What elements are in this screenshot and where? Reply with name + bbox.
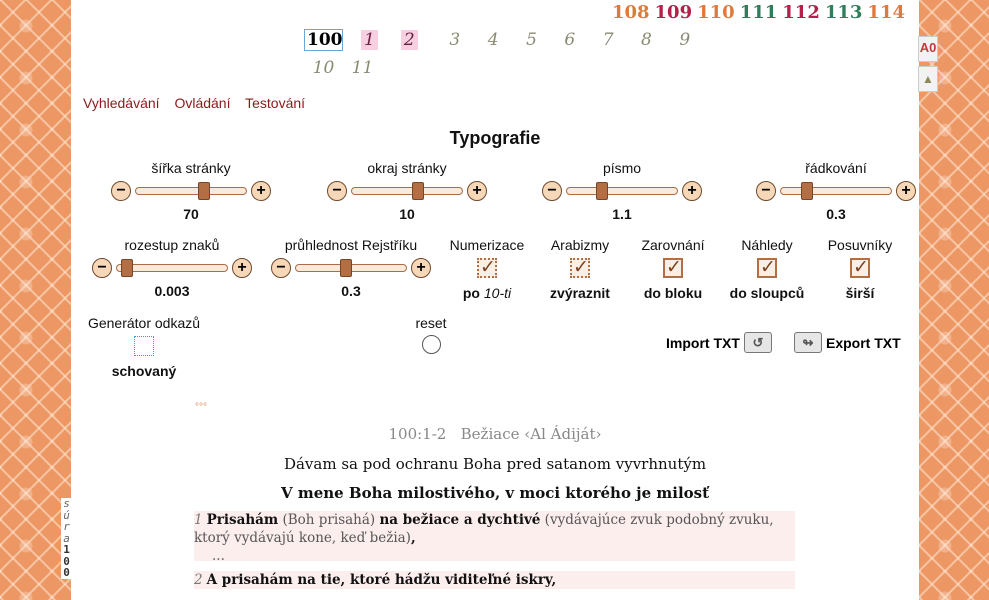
font-toggle-button[interactable]: A0 — [918, 36, 938, 62]
check-icon: ✓ — [573, 257, 589, 278]
checkbox[interactable] — [663, 258, 683, 278]
slider-label: řádkování — [805, 160, 867, 176]
toggle-previews — [717, 237, 817, 301]
sura-letter: r — [63, 520, 70, 533]
decrease-button[interactable]: − — [271, 258, 291, 278]
basmala: V mene Boha milostivého, v moci ktorého je milosť — [280, 484, 710, 502]
toggle-label: Náhledy — [741, 237, 793, 253]
verse-commentary: (Boh prisahá) — [278, 512, 380, 528]
checkbox[interactable] — [570, 258, 590, 278]
slider-line-spacing — [736, 160, 936, 222]
slider-track[interactable] — [351, 187, 463, 195]
top-navigation — [83, 95, 316, 111]
sura-link[interactable]: 113 — [824, 2, 863, 23]
toggle-arabisms — [530, 237, 630, 301]
sura-link[interactable]: 114 — [867, 2, 905, 23]
slider-track[interactable] — [116, 264, 228, 272]
verse-nav-current[interactable]: 100 — [304, 29, 343, 51]
slider-thumb[interactable] — [596, 182, 608, 200]
verse-link[interactable]: 4 — [487, 30, 499, 50]
import-button[interactable]: ↺ — [744, 332, 772, 353]
generator-value: schovaný — [111, 363, 177, 379]
sura-name: Bežiace ‹Al Ádiját› — [460, 425, 602, 443]
nav-link-testing[interactable]: Testování — [245, 95, 306, 111]
generator-checkbox[interactable] — [134, 336, 154, 356]
slider-value: 0.3 — [341, 283, 361, 299]
verse-link[interactable]: 6 — [564, 30, 576, 50]
verse-link[interactable]: 9 — [679, 30, 691, 50]
checkbox[interactable] — [757, 258, 777, 278]
taawudh: Dávam sa pod ochranu Boha pred satanom vyvrhnutým — [283, 455, 707, 473]
verse-link[interactable]: 1 — [361, 30, 378, 50]
toggle-value: do sloupců — [729, 285, 805, 301]
slider-thumb[interactable] — [340, 259, 352, 277]
import-txt — [666, 332, 772, 353]
check-icon: ✓ — [853, 257, 869, 278]
verse-punct: , — [410, 530, 416, 546]
check-icon: ✓ — [480, 257, 496, 278]
export-txt — [794, 332, 901, 353]
slider-page-width — [91, 160, 291, 222]
verse-link[interactable]: 3 — [449, 30, 461, 50]
decrease-button[interactable]: − — [542, 181, 562, 201]
toggle-label: Numerizace — [449, 237, 525, 253]
toggle-value: širší — [845, 285, 875, 301]
sura-digit: 0 — [63, 566, 70, 579]
nav-link-controls[interactable]: Ovládání — [174, 95, 231, 111]
sura-link[interactable]: 108 — [611, 2, 650, 23]
slider-thumb[interactable] — [412, 182, 424, 200]
slider-label: šířka stránky — [151, 160, 231, 176]
slider-track[interactable] — [295, 264, 407, 272]
sura-number-nav — [607, 2, 905, 23]
verse-link[interactable]: 8 — [641, 30, 652, 50]
slider-thumb[interactable] — [801, 182, 813, 200]
increase-button[interactable]: + — [682, 181, 702, 201]
toggle-scrollbars — [810, 237, 910, 301]
reset-control — [391, 315, 471, 357]
reset-label: reset — [415, 315, 447, 331]
side-sura-indicator — [61, 498, 72, 579]
verse-1 — [194, 511, 795, 564]
verse-number[interactable]: 2 — [194, 572, 203, 588]
toggle-label: Arabizmy — [550, 237, 610, 253]
nav-link-search[interactable]: Vyhledávání — [83, 95, 160, 111]
slider-value: 10 — [399, 206, 415, 222]
decrease-button[interactable]: − — [92, 258, 112, 278]
verse-link[interactable]: 7 — [602, 30, 614, 50]
verse-ellipsis[interactable]: ... — [212, 548, 225, 564]
verse-link[interactable]: 10 — [312, 58, 335, 78]
verse-number-nav — [304, 28, 704, 80]
slider-font — [522, 160, 722, 222]
slider-track[interactable] — [780, 187, 892, 195]
scroll-top-button[interactable]: ▲ — [918, 66, 938, 92]
checkbox[interactable] — [850, 258, 870, 278]
sura-letter: a — [63, 531, 70, 545]
verse-text-bold: A prisahám na tie, ktoré hádžu viditeľné iskry, — [206, 572, 557, 588]
verse-number[interactable]: 1 — [194, 512, 203, 528]
increase-button[interactable]: + — [467, 181, 487, 201]
verse-text-bold: na bežiace a dychtivé — [379, 512, 541, 528]
toggle-value: do bloku — [643, 285, 703, 301]
toggle-alignment — [623, 237, 723, 301]
slider-value: 1.1 — [612, 206, 632, 222]
check-icon: ✓ — [666, 257, 682, 278]
sura-reference[interactable]: 100:1-2 — [388, 425, 447, 443]
generator-label: Generátor odkazů — [87, 315, 201, 331]
slider-value: 70 — [183, 206, 199, 222]
slider-value: 0.3 — [826, 206, 846, 222]
slider-value: 0.003 — [154, 283, 190, 299]
slider-label: rozestup znaků — [124, 237, 220, 253]
sura-link[interactable]: 111 — [739, 2, 778, 23]
check-icon: ✓ — [760, 257, 776, 278]
slider-letter-spacing — [72, 237, 272, 299]
decrease-button[interactable]: − — [327, 181, 347, 201]
checkbox[interactable] — [477, 258, 497, 278]
export-button[interactable]: ↬ — [794, 332, 822, 353]
verse-2 — [194, 571, 795, 589]
sura-link[interactable]: 112 — [782, 2, 820, 23]
slider-index-opacity — [251, 237, 451, 299]
sura-title — [71, 425, 919, 443]
verse-text-bold: Prisahám — [206, 512, 279, 528]
slider-label: průhlednost Rejstříku — [284, 237, 418, 253]
export-label: Export TXT — [826, 334, 901, 351]
slider-page-margin — [307, 160, 507, 222]
link-generator — [74, 315, 214, 379]
sura-digit: 0 — [63, 554, 70, 568]
increase-button[interactable]: + — [896, 181, 916, 201]
sura-digit: 1 — [63, 543, 70, 556]
import-label: Import TXT — [666, 334, 740, 351]
toggle-value: zvýraznit — [550, 285, 610, 301]
slider-track[interactable] — [566, 187, 678, 195]
verse-link[interactable]: 5 — [526, 30, 537, 50]
slider-label: písmo — [602, 160, 642, 176]
content-page — [71, 0, 919, 600]
sura-link[interactable]: 110 — [697, 2, 735, 23]
ornament-dots: °°° — [195, 402, 207, 413]
page-title: Typografie — [449, 128, 541, 148]
slider-label: okraj stránky — [367, 160, 447, 176]
verse-link[interactable]: 11 — [351, 58, 374, 78]
increase-button[interactable]: + — [411, 258, 431, 278]
toggle-label: Zarovnání — [641, 237, 705, 253]
toggle-value: po 10-ti — [462, 285, 512, 301]
increase-button[interactable]: + — [251, 181, 271, 201]
reset-button[interactable] — [422, 335, 441, 354]
slider-track[interactable] — [135, 187, 247, 195]
verse-link[interactable]: 2 — [401, 30, 418, 50]
toggle-numbering — [437, 237, 537, 301]
slider-thumb[interactable] — [121, 259, 133, 277]
sura-link[interactable]: 109 — [654, 2, 693, 23]
toggle-label: Posuvníky — [827, 237, 893, 253]
verse-commentary: (vydávajúce zvuk podobný zvuku, ktorý vydávajú kone, keď bežia) — [194, 512, 774, 546]
increase-button[interactable]: + — [232, 258, 252, 278]
slider-thumb[interactable] — [198, 182, 210, 200]
sura-letter: ú — [63, 508, 70, 522]
decrease-button[interactable]: − — [756, 181, 776, 201]
sura-letter: s — [63, 497, 70, 510]
decrease-button[interactable]: − — [111, 181, 131, 201]
